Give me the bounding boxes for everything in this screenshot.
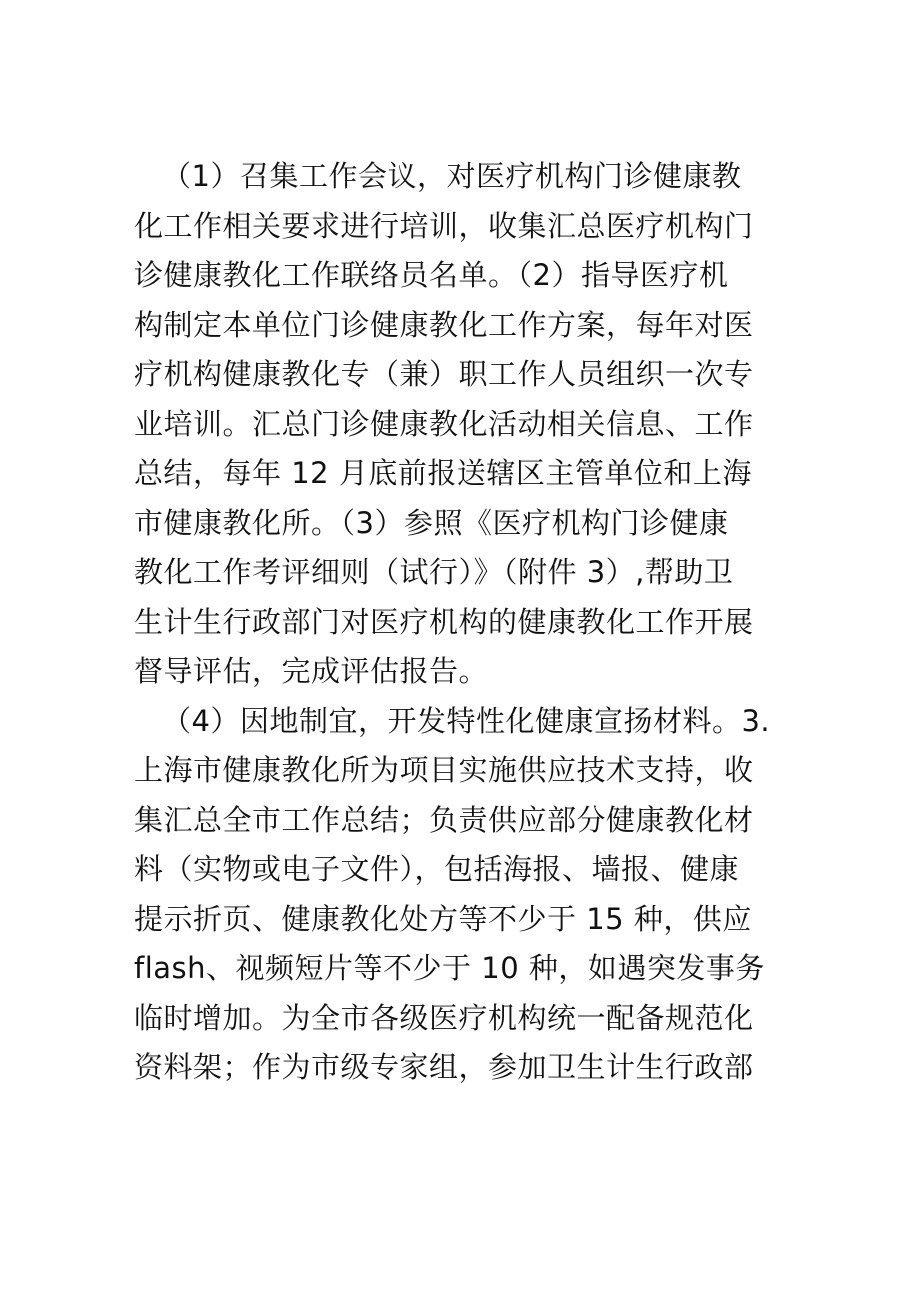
paragraph-1 xyxy=(134,152,794,697)
text-line: 资料架；作为市级专家组，参加卫生计生行政部 xyxy=(134,1050,754,1084)
text-line: 上海市健康教化所为项目实施供应技术支持，收 xyxy=(134,753,754,787)
text-line: 构制定本单位门诊健康教化工作方案，每年对医 xyxy=(134,307,754,342)
text-line: （4）因地制宜，开发特性化健康宣扬材料。3. xyxy=(162,703,771,738)
text-line: 总结，每年 12 月底前报送辖区主管单位和上海 xyxy=(134,456,752,490)
text-line: 业培训。汇总门诊健康教化活动相关信息、工作 xyxy=(134,406,754,441)
text-line: 市健康教化所。（3）参照《医疗机构门诊健康 xyxy=(134,505,729,540)
text-line: 教化工作考评细则（试行）》（附件 3）,帮助卫 xyxy=(134,555,734,589)
text-line: 化工作相关要求进行培训，收集汇总医疗机构门 xyxy=(134,208,754,243)
text-line: 临时增加。为全市各级医疗机构统一配备规范化 xyxy=(134,1000,754,1035)
text-line: flash、视频短片等不少于 10 种，如遇突发事务 xyxy=(134,951,765,985)
document-body xyxy=(134,152,794,1093)
text-line: 集汇总全市工作总结；负责供应部分健康教化材 xyxy=(134,802,754,837)
text-line: （1）召集工作会议，对医疗机构门诊健康教 xyxy=(162,159,742,193)
text-line: 疗机构健康教化专（兼）职工作人员组织一次专 xyxy=(134,357,754,391)
paragraph-2 xyxy=(134,697,794,1093)
text-line: 料（实物或电子文件），包括海报、墙报、健康 xyxy=(134,852,740,886)
text-line: 督导评估，完成评估报告。 xyxy=(134,654,489,688)
text-line: 生计生行政部门对医疗机构的健康教化工作开展 xyxy=(134,604,754,639)
text-line: 提示折页、健康教化处方等不少于 15 种，供应 xyxy=(134,901,752,936)
text-line: 诊健康教化工作联络员名单。（2）指导医疗机 xyxy=(134,258,729,292)
